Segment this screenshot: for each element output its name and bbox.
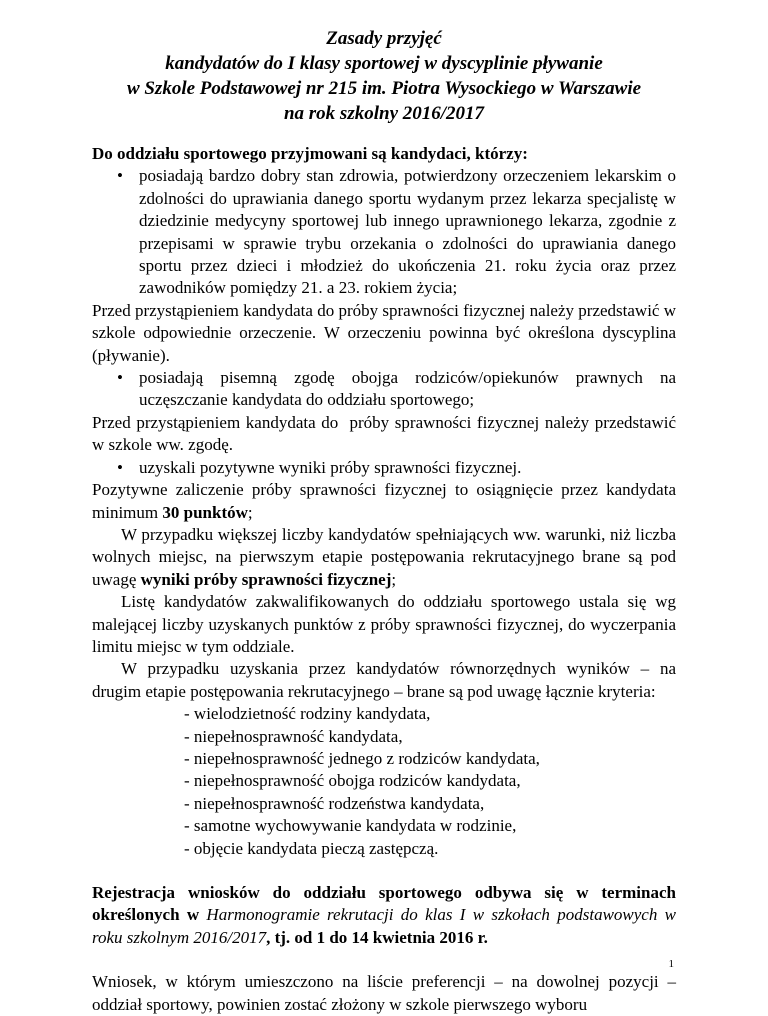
spacer <box>92 949 676 971</box>
list-item: - niepełnosprawność jednego z rodziców kandydata, <box>184 748 540 768</box>
first-stage-end: ; <box>391 569 397 589</box>
list-item: - niepełnosprawność kandydata, <box>184 726 403 746</box>
registration-bold: Rejestracja wniosków do oddziału sportowego odbywa się w terminach określonych w <box>92 883 676 925</box>
spacer <box>92 860 676 882</box>
title-line-1: Zasady przyjęć <box>326 28 442 49</box>
points-end: ; <box>247 502 253 522</box>
note-paragraph: Przed przystąpieniem kandydata do próby sprawności fizycznej należy przedstawić w szkole odpowiednie orzeczenie. W orzeczeniu powinna być określona dyscyplina (pływanie). <box>92 300 676 365</box>
points-text: Pozytywne zaliczenie próby sprawności fizycznej to osiągnięcie przez kandydata minimum <box>92 480 676 522</box>
list-paragraph: Listę kandydatów zakwalifikowanych do oddziału sportowego ustala się wg malejącej liczby uzyskanych punktów z próby sprawności fizycznej, do wyczerpania limitu miejsc w tym oddziale. <box>92 592 676 656</box>
registration-paragraph <box>92 882 676 949</box>
points-paragraph <box>92 479 676 524</box>
list-item: - niepełnosprawność obojga rodziców kandydata, <box>184 771 521 791</box>
title-line-4: na rok szkolny 2016/2017 <box>283 103 485 124</box>
registration-dates: , tj. od 1 do 14 kwietnia 2016 r. <box>266 927 488 947</box>
first-stage-paragraph <box>92 524 676 591</box>
list-item <box>92 165 676 299</box>
second-stage-paragraph: W przypadku uzyskania przez kandydatów równorzędnych wyników – na drugim etapie postępowania rekrutacyjnego – brane są pod uwagę łącznie kryteria: <box>92 659 676 701</box>
registration-italic: Harmonogramie rekrutacji do klas I w szkołach podstawowych w roku szkolnym 2016/2017 <box>92 905 676 947</box>
requirements-list-1 <box>92 165 676 299</box>
first-stage-text: W przypadku większej liczby kandydatów spełniających ww. warunki, niż liczba wolnych miejsc, na pierwszym etapie postępowania rekrutacyjnego brane są pod uwagę <box>92 524 676 589</box>
intro-heading: Do oddziału sportowego przyjmowani są kandydaci, którzy: <box>92 144 528 163</box>
bullet-text: posiadają pisemną zgodę obojga rodziców/opiekunów prawnych na uczęszczanie kandydata do oddziału sportowego; <box>139 368 676 410</box>
criteria-list <box>92 703 676 860</box>
bullet-text: posiadają bardzo dobry stan zdrowia, potwierdzony orzeczeniem lekarskim o zdolności do uprawiania danego sportu wydanym przez lekarza specjalistę w dziedzinie medycyny sportowej lub innego uprawnionego lekarza, zgodnie z przepisami w sprawie trybu orzekania o zdolności do uprawiania danego sportu przez dzieci i młodzież do ukończenia 21. roku życia oraz przez zawodników pomiędzy 21. a 23. rokiem życia; <box>139 166 676 298</box>
bullet-icon: • <box>117 368 123 388</box>
list-item: - objęcie kandydata pieczą zastępczą. <box>184 838 439 858</box>
title-line-2: kandydatów do I klasy sportowej w dyscyplinie pływanie <box>165 53 603 74</box>
list-item <box>92 457 676 479</box>
list-item <box>92 367 676 412</box>
bullet-icon: • <box>117 166 123 186</box>
list-item: - wielodzietność rodziny kandydata, <box>184 704 431 724</box>
note-paragraph: Przed przystąpieniem kandydata do próby sprawności fizycznej należy przedstawić w szkole ww. zgodę. <box>92 412 681 455</box>
document-title <box>92 26 676 126</box>
bullet-icon: • <box>117 457 123 477</box>
requirements-list-2 <box>92 367 676 412</box>
page-number: 1 <box>668 958 674 970</box>
application-paragraph: Wniosek, w którym umieszczono na liście preferencji – na dowolnej pozycji – oddział sportowy, powinien zostać złożony w szkole pierwszego wyboru <box>92 972 676 1014</box>
list-item: - samotne wychowywanie kandydata w rodzinie, <box>184 816 517 836</box>
requirements-list-3 <box>92 457 676 479</box>
bullet-text: uzyskali pozytywne wyniki próby sprawności fizycznej. <box>139 457 522 477</box>
list-item: - niepełnosprawność rodzeństwa kandydata, <box>184 793 485 813</box>
first-stage-bold: wyniki próby sprawności fizycznej <box>140 569 392 589</box>
title-line-3: w Szkole Podstawowej nr 215 im. Piotra Wysockiego w Warszawie <box>126 78 642 99</box>
points-bold: 30 punktów <box>162 502 248 522</box>
